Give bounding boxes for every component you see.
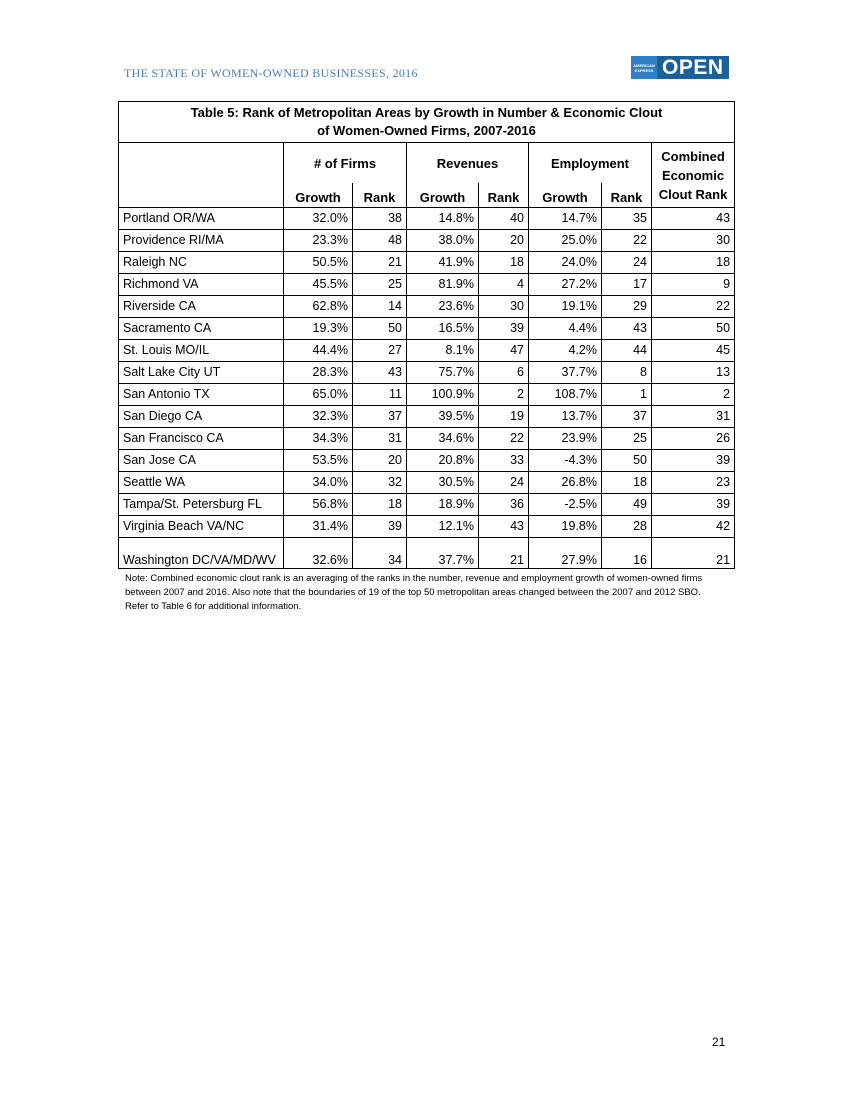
metro-name-cell: St. Louis MO/IL — [119, 340, 284, 362]
revenues-growth-cell: 37.7% — [407, 538, 479, 569]
table-note: Note: Combined economic clout rank is an averaging of the ranks in the number, revenue and employment growth of women-owned firms between 2007 and 2016. Also note that the boundaries of 19 of the top 50 metropolitan areas changed between the 2007 and 2012 SBO. Refer to Table 6 for additional information. — [125, 573, 703, 612]
employment-rank-cell: 35 — [602, 208, 652, 230]
firms-growth-cell: 32.0% — [284, 208, 353, 230]
metro-name-cell: Washington DC/VA/MD/WV — [119, 538, 284, 569]
metro-header-empty — [119, 143, 284, 208]
employment-rank-cell: 28 — [602, 516, 652, 538]
table-row — [119, 516, 735, 538]
metro-growth-table — [118, 101, 735, 569]
employment-growth-cell: 24.0% — [529, 252, 602, 274]
employment-rank-cell: 25 — [602, 428, 652, 450]
amex-logo-icon — [631, 56, 657, 79]
employment-growth-cell: 19.1% — [529, 296, 602, 318]
firms-rank-cell: 39 — [353, 516, 407, 538]
employment-growth-cell: 37.7% — [529, 362, 602, 384]
employment-rank-header: Rank — [602, 183, 652, 208]
table-title-line1: Table 5: Rank of Metropolitan Areas by Growth in Number & Economic Clout — [190, 105, 663, 120]
firms-growth-cell: 56.8% — [284, 494, 353, 516]
employment-rank-cell: 8 — [602, 362, 652, 384]
table-row — [119, 274, 735, 296]
revenues-rank-cell: 30 — [479, 296, 529, 318]
firms-rank-cell: 50 — [353, 318, 407, 340]
revenues-growth-cell: 23.6% — [407, 296, 479, 318]
revenues-growth-cell: 8.1% — [407, 340, 479, 362]
revenues-rank-cell: 4 — [479, 274, 529, 296]
table-5 — [118, 101, 734, 569]
metro-name-cell: San Diego CA — [119, 406, 284, 428]
firms-rank-cell: 25 — [353, 274, 407, 296]
revenues-growth-cell: 75.7% — [407, 362, 479, 384]
table-row — [119, 384, 735, 406]
firms-rank-cell: 31 — [353, 428, 407, 450]
employment-growth-cell: 26.8% — [529, 472, 602, 494]
employment-growth-cell: 13.7% — [529, 406, 602, 428]
metro-name-cell: Portland OR/WA — [119, 208, 284, 230]
employment-rank-cell: 18 — [602, 472, 652, 494]
employment-growth-cell: 14.7% — [529, 208, 602, 230]
firms-rank-cell: 20 — [353, 450, 407, 472]
revenues-rank-cell: 36 — [479, 494, 529, 516]
employment-rank-cell: 16 — [602, 538, 652, 569]
revenues-growth-cell: 81.9% — [407, 274, 479, 296]
employment-rank-cell: 29 — [602, 296, 652, 318]
metro-name-cell: San Francisco CA — [119, 428, 284, 450]
table-row — [119, 318, 735, 340]
revenues-rank-cell: 33 — [479, 450, 529, 472]
table-row — [119, 538, 735, 569]
revenues-growth-cell: 14.8% — [407, 208, 479, 230]
revenues-growth-cell: 100.9% — [407, 384, 479, 406]
firms-growth-cell: 31.4% — [284, 516, 353, 538]
firms-rank-header: Rank — [353, 183, 407, 208]
table-row — [119, 450, 735, 472]
firms-growth-cell: 34.3% — [284, 428, 353, 450]
employment-group-header: Employment — [529, 143, 652, 184]
firms-growth-cell: 65.0% — [284, 384, 353, 406]
combined-rank-cell: 30 — [652, 230, 735, 252]
firms-growth-cell: 45.5% — [284, 274, 353, 296]
firms-growth-cell: 62.8% — [284, 296, 353, 318]
firms-rank-cell: 18 — [353, 494, 407, 516]
combined-rank-cell: 31 — [652, 406, 735, 428]
employment-growth-cell: 4.2% — [529, 340, 602, 362]
table-title-line2: of Women-Owned Firms, 2007-2016 — [317, 123, 536, 138]
combined-rank-cell: 13 — [652, 362, 735, 384]
firms-growth-cell: 53.5% — [284, 450, 353, 472]
metro-name-cell: Riverside CA — [119, 296, 284, 318]
firms-growth-cell: 32.6% — [284, 538, 353, 569]
revenues-rank-cell: 2 — [479, 384, 529, 406]
employment-rank-cell: 44 — [602, 340, 652, 362]
firms-rank-cell: 37 — [353, 406, 407, 428]
table-row — [119, 208, 735, 230]
employment-growth-cell: 27.2% — [529, 274, 602, 296]
employment-rank-cell: 1 — [602, 384, 652, 406]
metro-name-cell: Raleigh NC — [119, 252, 284, 274]
table-title — [119, 102, 735, 143]
employment-rank-cell: 24 — [602, 252, 652, 274]
combined-rank-cell: 18 — [652, 252, 735, 274]
combined-rank-cell: 39 — [652, 494, 735, 516]
combined-rank-cell: 43 — [652, 208, 735, 230]
revenues-rank-cell: 43 — [479, 516, 529, 538]
firms-growth-cell: 28.3% — [284, 362, 353, 384]
revenues-rank-cell: 40 — [479, 208, 529, 230]
firms-rank-cell: 34 — [353, 538, 407, 569]
firms-rank-cell: 21 — [353, 252, 407, 274]
employment-growth-cell: -2.5% — [529, 494, 602, 516]
combined-rank-cell: 42 — [652, 516, 735, 538]
revenues-rank-cell: 6 — [479, 362, 529, 384]
firms-rank-cell: 48 — [353, 230, 407, 252]
revenues-rank-cell: 21 — [479, 538, 529, 569]
firms-rank-cell: 38 — [353, 208, 407, 230]
group-header-row — [119, 143, 735, 184]
firms-growth-cell: 34.0% — [284, 472, 353, 494]
table-row — [119, 230, 735, 252]
metro-name-cell: Tampa/St. Petersburg FL — [119, 494, 284, 516]
table-row — [119, 494, 735, 516]
page-number: 21 — [712, 1035, 726, 1049]
revenues-rank-header: Rank — [479, 183, 529, 208]
firms-group-header: # of Firms — [284, 143, 407, 184]
employment-rank-cell: 50 — [602, 450, 652, 472]
running-header: THE STATE OF WOMEN-OWNED BUSINESSES, 2016 — [124, 66, 418, 80]
revenues-rank-cell: 47 — [479, 340, 529, 362]
employment-rank-cell: 37 — [602, 406, 652, 428]
combined-rank-cell: 22 — [652, 296, 735, 318]
employment-growth-cell: -4.3% — [529, 450, 602, 472]
table-row — [119, 252, 735, 274]
revenues-growth-header: Growth — [407, 183, 479, 208]
firms-growth-cell: 32.3% — [284, 406, 353, 428]
metro-name-cell: San Antonio TX — [119, 384, 284, 406]
revenues-growth-cell: 12.1% — [407, 516, 479, 538]
firms-rank-cell: 43 — [353, 362, 407, 384]
firms-growth-cell: 23.3% — [284, 230, 353, 252]
employment-rank-cell: 43 — [602, 318, 652, 340]
combined-rank-cell: 23 — [652, 472, 735, 494]
table-row — [119, 362, 735, 384]
amex-logo-text: AMERICAN EXPRESS — [633, 62, 655, 73]
revenues-rank-cell: 20 — [479, 230, 529, 252]
revenues-growth-cell: 20.8% — [407, 450, 479, 472]
revenues-growth-cell: 18.9% — [407, 494, 479, 516]
table-title-row — [119, 102, 735, 143]
table-row — [119, 296, 735, 318]
amex-open-logo — [631, 56, 729, 79]
combined-rank-cell: 50 — [652, 318, 735, 340]
table-row — [119, 340, 735, 362]
employment-growth-cell: 25.0% — [529, 230, 602, 252]
firms-growth-header: Growth — [284, 183, 353, 208]
employment-rank-cell: 22 — [602, 230, 652, 252]
combined-rank-cell: 2 — [652, 384, 735, 406]
employment-rank-cell: 17 — [602, 274, 652, 296]
revenues-rank-cell: 39 — [479, 318, 529, 340]
combined-rank-cell: 9 — [652, 274, 735, 296]
revenues-growth-cell: 34.6% — [407, 428, 479, 450]
open-logo-text: OPEN — [657, 56, 729, 79]
combined-rank-cell: 26 — [652, 428, 735, 450]
revenues-growth-cell: 16.5% — [407, 318, 479, 340]
firms-growth-cell: 19.3% — [284, 318, 353, 340]
table-row — [119, 428, 735, 450]
table-row — [119, 406, 735, 428]
revenues-rank-cell: 22 — [479, 428, 529, 450]
firms-rank-cell: 27 — [353, 340, 407, 362]
revenues-rank-cell: 19 — [479, 406, 529, 428]
revenues-growth-cell: 41.9% — [407, 252, 479, 274]
metro-name-cell: Virginia Beach VA/NC — [119, 516, 284, 538]
combined-rank-cell: 45 — [652, 340, 735, 362]
employment-growth-cell: 19.8% — [529, 516, 602, 538]
metro-name-cell: Richmond VA — [119, 274, 284, 296]
metro-name-cell: Salt Lake City UT — [119, 362, 284, 384]
firms-growth-cell: 44.4% — [284, 340, 353, 362]
combined-rank-cell: 39 — [652, 450, 735, 472]
revenues-group-header: Revenues — [407, 143, 529, 184]
metro-name-cell: Sacramento CA — [119, 318, 284, 340]
revenues-growth-cell: 38.0% — [407, 230, 479, 252]
firms-rank-cell: 32 — [353, 472, 407, 494]
metro-name-cell: Providence RI/MA — [119, 230, 284, 252]
employment-growth-cell: 23.9% — [529, 428, 602, 450]
revenues-rank-cell: 18 — [479, 252, 529, 274]
employment-rank-cell: 49 — [602, 494, 652, 516]
employment-growth-cell: 27.9% — [529, 538, 602, 569]
metro-name-cell: San Jose CA — [119, 450, 284, 472]
firms-rank-cell: 14 — [353, 296, 407, 318]
table-row — [119, 472, 735, 494]
revenues-rank-cell: 24 — [479, 472, 529, 494]
metro-name-cell: Seattle WA — [119, 472, 284, 494]
revenues-growth-cell: 30.5% — [407, 472, 479, 494]
firms-growth-cell: 50.5% — [284, 252, 353, 274]
combined-rank-cell: 21 — [652, 538, 735, 569]
employment-growth-cell: 108.7% — [529, 384, 602, 406]
employment-growth-cell: 4.4% — [529, 318, 602, 340]
revenues-growth-cell: 39.5% — [407, 406, 479, 428]
firms-rank-cell: 11 — [353, 384, 407, 406]
employment-growth-header: Growth — [529, 183, 602, 208]
combined-clout-header: Combined Economic Clout Rank — [652, 143, 735, 208]
